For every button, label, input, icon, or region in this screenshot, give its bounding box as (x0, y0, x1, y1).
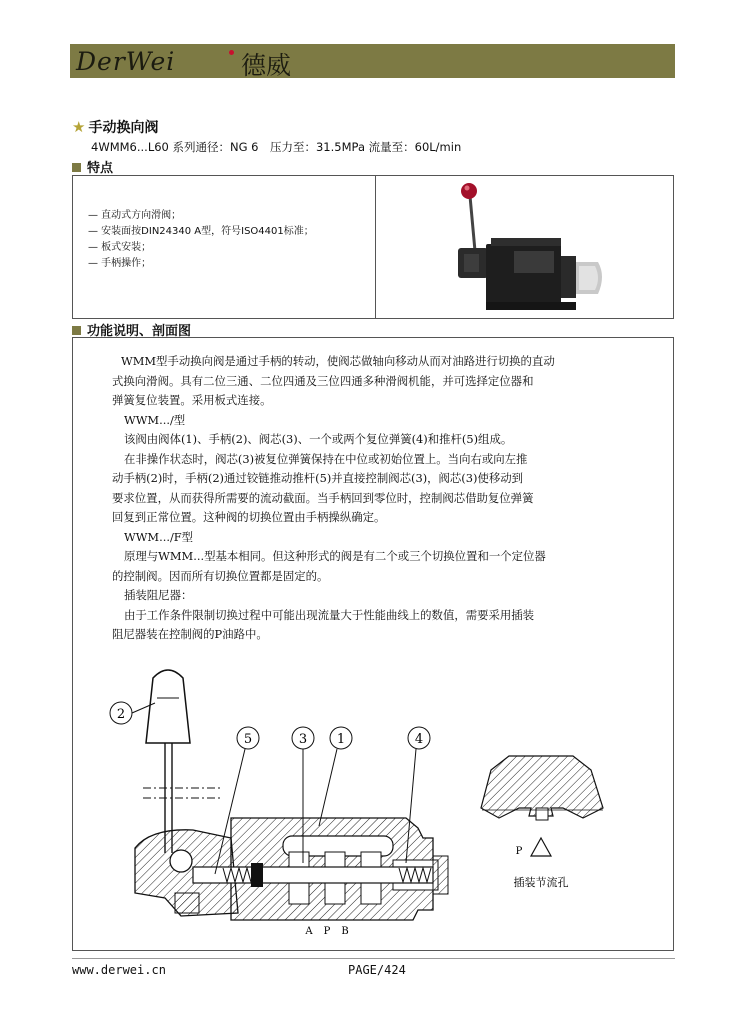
section-heading-features: 特点 (72, 157, 113, 176)
footer-url[interactable]: www.derwei.cn (72, 963, 166, 977)
desc-paragraph: WWM.../型 (124, 412, 186, 427)
desc-paragraph: 式换向滑阀。具有二位三通、二位四通及三位四通多种滑阀机能，并可选择定位器和 (112, 373, 534, 388)
footer-page-number: PAGE/424 (348, 963, 406, 977)
footer-divider (72, 958, 675, 959)
feature-item: — 直动式方向滑阀； (88, 210, 182, 221)
desc-paragraph: 弹簧复位装置。采用板式连接。 (112, 393, 272, 407)
callout-label: 4 (414, 732, 424, 747)
features-box (72, 175, 674, 319)
desc-paragraph: 插装阻尼器： (124, 588, 193, 602)
port-label: A (305, 926, 313, 937)
callout-label: 5 (243, 732, 253, 747)
product-spec: 4WMM6...L60 系列通径：NG 6 压力至：31.5MPa 流量至：60L/min (91, 140, 462, 154)
desc-paragraph: 在非操作状态时，阀芯(3)被复位弹簧保持在中位或初始位置上。当向右或向左推 (124, 451, 528, 466)
orifice-port-label: P (515, 846, 523, 857)
feature-item: — 手柄操作； (88, 258, 152, 269)
orifice-caption: 插装节流孔 (513, 876, 569, 889)
desc-paragraph: 回复到正常位置。这种阀的切换位置由手柄操纵确定。 (112, 510, 386, 524)
desc-paragraph: 的控制阀。因而所有切换位置都是固定的。 (112, 568, 329, 583)
product-title: ★ 手动换向阀 (72, 118, 159, 136)
description-text (112, 352, 652, 645)
section-heading-function: 功能说明、剖面图 (72, 320, 191, 339)
feature-item: — 板式安装； (88, 242, 152, 253)
star-icon: ★ (72, 118, 86, 136)
square-bullet-icon (72, 326, 81, 335)
desc-paragraph: 原理与WMM...型基本相同。但这种形式的阀是有二个或三个切换位置和一个定位器 (124, 549, 546, 563)
desc-paragraph: 动手柄(2)时，手柄(2)通过铰链推动推杆(5)并直接控制阀芯(3)，阀芯(3)使移动到 (112, 471, 524, 485)
callout-label: 3 (298, 732, 308, 747)
features-list (88, 208, 314, 272)
logo-dot-icon (229, 50, 234, 55)
handle-knob (146, 670, 190, 743)
desc-paragraph: WWM.../F型 (124, 529, 194, 544)
square-bullet-icon (72, 163, 81, 172)
desc-paragraph: 阻尼器装在控制阀的P油路中。 (112, 627, 268, 641)
desc-paragraph: 要求位置，从而获得所需要的流动截面。当手柄回到零位时，控制阀芯借助复位弹簧 (112, 490, 534, 505)
callout-label: 2 (116, 707, 126, 722)
callout-label: 1 (336, 732, 346, 747)
product-photo (376, 176, 673, 318)
desc-paragraph: 该阀由阀体(1)、手柄(2)、阀芯(3)、一个或两个复位弹簧(4)和推杆(5)组成。 (124, 432, 513, 446)
logo-latin: DerWei (76, 47, 176, 76)
logo-chinese: 德威 (241, 51, 292, 80)
port-label: B (341, 926, 349, 937)
desc-paragraph: 由于工作条件限制切换过程中可能出现流量大于性能曲线上的数值，需要采用插装 (124, 607, 535, 622)
feature-item: — 安装面按DIN24340 A型，符号ISO4401标准； (88, 226, 314, 237)
desc-paragraph: WMM型手动换向阀是通过手柄的转动，使阀芯做轴向移动从而对油路进行切换的直动 (121, 354, 555, 368)
port-label: P (323, 926, 331, 937)
p-port-arrow (531, 838, 551, 856)
section-drawing (73, 648, 673, 950)
function-box (72, 337, 674, 951)
header-bar (70, 44, 675, 78)
